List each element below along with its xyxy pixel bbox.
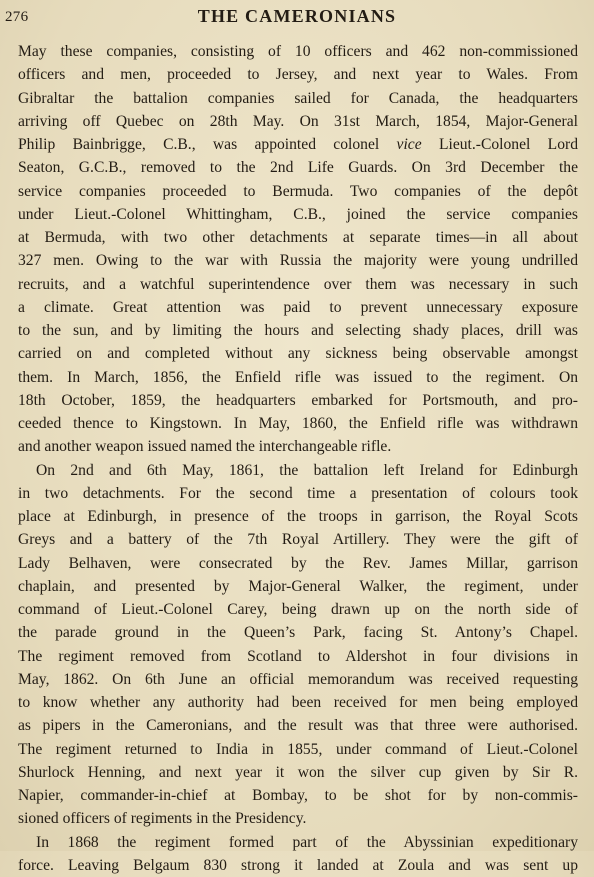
text-line: at Bermuda, with two other detachments at separate times—in all about [18,229,578,246]
text-line: Lady Belhaven, were consecrated by the Rev. James Millar, garrison [18,554,578,572]
text-line: carried on and completed without any sickness being observable amongst [18,345,578,363]
text-line: force. Leaving Belgaum 830 strong it landed at Zoula and was sent up [18,856,578,874]
text-line: Gibraltar the battalion companies sailed for Canada, the headquarters [18,89,578,107]
text-line: sioned officers of regiments in the Presidency. [18,810,307,828]
text-line: 18th October, 1859, the headquarters embarked for Portsmouth, and pro- [18,391,578,409]
text-line: The regiment returned to India in 1855, under command of Lieut.-Colonel [18,740,578,758]
text-line: chaplain, and presented by Major-General Walker, the regiment, under [18,577,578,595]
text-line: service companies proceeded to Bermuda. Two companies of the depôt [18,182,578,200]
text-line: May these companies, consisting of 10 officers and 462 non-commissioned [18,43,578,60]
text-line: recruits, and a watchful superintendence over them was necessary in such [18,275,578,293]
text-line: as pipers in the Cameronians, and the result was that three were authorised. [18,717,578,735]
text-line: the parade ground in the Queen’s Park, facing St. Antony’s Chapel. [18,624,578,642]
text-line: 327 men. Owing to the war with Russia the majority were young undrilled [18,252,578,270]
text-line: a climate. Great attention was paid to prevent unnecessary exposure [18,298,578,316]
text-line: arriving off Quebec on 28th May. On 31st March, 1854, Major-General [18,112,578,130]
text-line: in two detachments. For the second time a presentation of colours took [18,484,578,502]
page-header [0,6,594,32]
text-line: On 2nd and 6th May, 1861, the battalion left Ireland for Edinburgh [36,461,578,479]
text-line: In 1868 the regiment formed part of the Abyssinian expeditionary [36,833,578,851]
text-line: May, 1862. On 6th June an official memorandum was received requesting [18,670,578,688]
text-line: to know whether any authority had been received for men being employed [18,694,578,711]
text-line: them. In March, 1856, the Enfield rifle was issued to the regiment. On [18,368,578,386]
text-line: place at Edinburgh, in presence of the troops in garrison, the Royal Scots [18,508,578,525]
running-head: THE CAMERONIANS [197,6,397,26]
text-line: Shurlock Henning, and next year it won the silver cup given by Sir R. [18,763,578,781]
text-line: ceeded thence to Kingstown. In May, 1860, the Enfield rifle was withdrawn [18,415,578,432]
text-line: The regiment removed from Scotland to Aldershot in four divisions in [18,647,578,665]
body-text [18,40,578,877]
text-line: Greys and a battery of the 7th Royal Artillery. They were the gift of [18,531,578,549]
text-line: under Lieut.-Colonel Whittingham, C.B., joined the service companies [18,205,578,223]
text-line: Philip Bainbrigge, C.B., was appointed colonel vice Lieut.-Colonel Lord [18,136,578,153]
text-line: to the sun, and by limiting the hours and selecting shady places, drill was [18,322,578,339]
text-line: Napier, commander-in-chief at Bombay, to be shot for by non-commis- [18,787,578,804]
text-line: command of Lieut.-Colonel Carey, being drawn up on the north side of [18,601,578,618]
text-line: Seaton, G.C.B., removed to the 2nd Life Guards. On 3rd December the [18,159,578,177]
text-line: and another weapon issued named the interchangeable rifle. [18,438,392,456]
page-number: 276 [5,9,29,25]
text-line: officers and men, proceeded to Jersey, and next year to Wales. From [18,66,578,84]
